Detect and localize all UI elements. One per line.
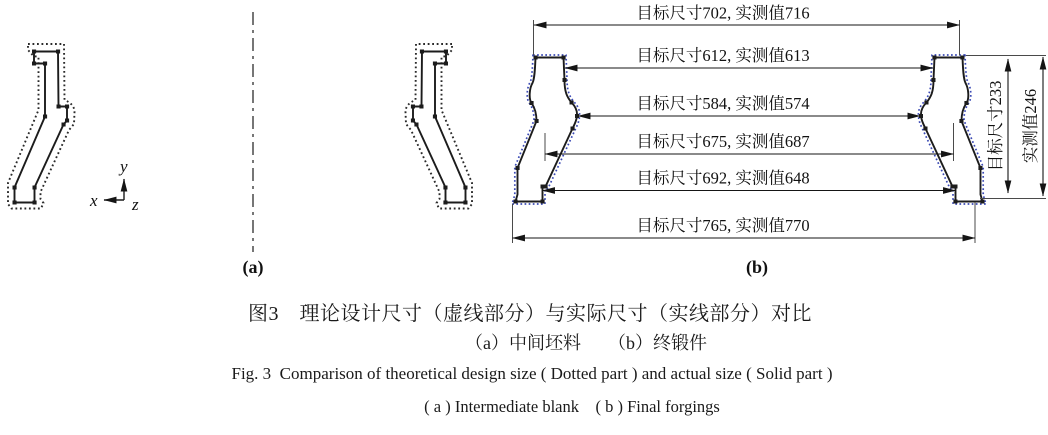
actual-outline-solid (15, 52, 68, 203)
forging-half-left (512, 55, 580, 204)
dimension-label: 目标尺寸675, 实测值687 (636, 132, 810, 151)
caption-english-sublabels: ( a ) Intermediate blank ( b ) Final forgings (424, 397, 720, 416)
dimension-label: 目标尺寸612, 实测值613 (636, 46, 810, 65)
z-axis-label: z (132, 195, 139, 214)
vertex-dots (921, 58, 983, 202)
caption-chinese-title: 图3 理论设计尺寸（虚线部分）与实际尺寸（实线部分）对比 (248, 303, 812, 325)
dimension-675 (545, 123, 954, 161)
y-axis-label: y (120, 157, 128, 176)
actual-outline-solid (516, 58, 578, 202)
theoretical-outline-dotted (918, 55, 986, 204)
dimension-765 (513, 202, 976, 243)
dimension-label: 目标尺寸584, 实测值574 (636, 94, 810, 113)
forging-half-right (918, 55, 986, 204)
panel-a-label: (a) (242, 257, 264, 277)
blank-half-right (406, 44, 473, 209)
theoretical-outline-dotted (512, 55, 580, 204)
dimension-label: 目标尺寸692, 实测值648 (636, 168, 810, 188)
vertex-dots (516, 58, 578, 202)
panel-a (8, 12, 472, 278)
caption-chinese-sublabels: （a）中间坯料 （b）终锻件 (465, 333, 707, 353)
dimension-584 (578, 94, 920, 116)
dimension-label-target: 目标尺寸233 (986, 80, 1005, 172)
blank-half-left (8, 44, 75, 209)
dimension-height (966, 56, 1046, 199)
dimension-612 (565, 46, 933, 68)
x-axis-label: x (90, 191, 98, 210)
panel-b-label: (b) (746, 257, 768, 277)
actual-outline-solid (921, 58, 983, 202)
dimension-label: 目标尺寸702, 实测值716 (636, 3, 810, 23)
coordinate-axes (89, 157, 139, 214)
dimension-label: 目标尺寸765, 实测值770 (636, 216, 810, 235)
dimension-692 (543, 169, 956, 191)
actual-outline-solid (413, 52, 466, 203)
dimension-label-measured: 实测值246 (1021, 88, 1040, 164)
panel-b (512, 4, 1046, 279)
caption-english-title: Fig. 3 Comparison of theoretical design size ( Dotted part ) and actual size ( Solid part ) (231, 364, 833, 383)
